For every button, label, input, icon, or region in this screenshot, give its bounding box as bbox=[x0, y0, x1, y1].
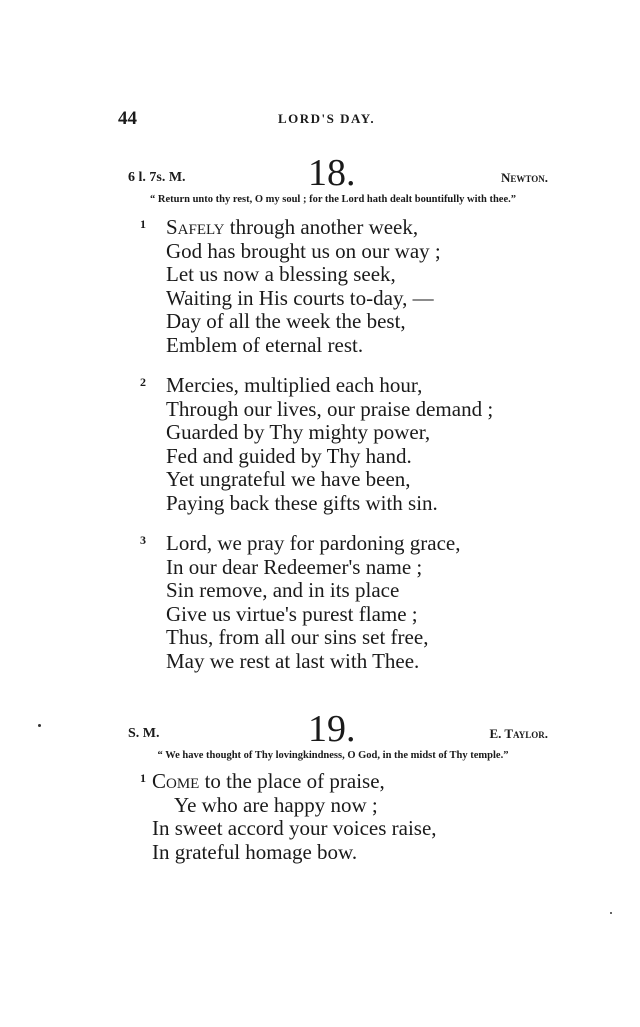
stanza-2 bbox=[140, 374, 548, 515]
verse-line: Guarded by Thy mighty power, bbox=[166, 420, 431, 444]
verse-line: Waiting in His courts to-day, — bbox=[166, 285, 434, 310]
hymn-author: Newton. bbox=[501, 170, 548, 185]
verse-line: Fed and guided by Thy hand. bbox=[166, 443, 412, 468]
stanza-number: 2 bbox=[140, 375, 146, 389]
verse-line: Yet ungrateful we have been, bbox=[166, 467, 411, 491]
hymn-number: 18. bbox=[308, 152, 356, 194]
stanza-number: 1 bbox=[140, 771, 146, 785]
ink-speck bbox=[610, 912, 612, 914]
hymn-heading bbox=[118, 706, 548, 750]
hymn-heading bbox=[118, 150, 548, 194]
verse-line: Ye who are happy now ; bbox=[174, 792, 378, 817]
hymn-number: 19. bbox=[308, 708, 356, 750]
hymn-18 bbox=[118, 150, 548, 673]
page-number: 44 bbox=[118, 108, 137, 129]
verse-first-word: Come bbox=[152, 769, 200, 793]
verse-line: God has brought us on our way ; bbox=[166, 238, 441, 263]
verse-line bbox=[140, 216, 548, 240]
verse-line: In grateful homage bow. bbox=[152, 839, 358, 864]
hymn-meter: 6 l. 7s. M. bbox=[128, 170, 186, 185]
hymn-epigraph: “ We have thought of Thy lovingkindness, O God, in the midst of Thy temple.” bbox=[157, 750, 509, 761]
stanza-number: 1 bbox=[140, 217, 146, 231]
verse-line: Sin remove, and in its place bbox=[166, 578, 400, 602]
verse-line: Mercies, multiplied each hour, bbox=[166, 373, 423, 397]
verse-line: In sweet accord your voices raise, bbox=[152, 816, 437, 840]
hymn-author: E. Taylor. bbox=[489, 726, 548, 741]
page-header-title: LORD'S DAY. bbox=[278, 111, 376, 126]
verse-line: May we rest at last with Thee. bbox=[166, 648, 420, 673]
stanza-1 bbox=[140, 216, 548, 357]
verse-first-word: Safely bbox=[166, 215, 225, 239]
verse-line: Thus, from all our sins set free, bbox=[166, 625, 429, 649]
verse-line-rest: to the place of praise, bbox=[199, 769, 385, 793]
stanza-1 bbox=[140, 770, 548, 864]
verse-line: Emblem of eternal rest. bbox=[166, 332, 364, 357]
verse-line: In our dear Redeemer's name ; bbox=[166, 554, 423, 579]
verse-line: Let us now a blessing seek, bbox=[166, 262, 396, 286]
verse-line: Lord, we pray for pardoning grace, bbox=[166, 531, 461, 555]
verse-line bbox=[140, 770, 548, 794]
verse-line: Through our lives, our praise demand ; bbox=[166, 396, 494, 421]
verse-line: Paying back these gifts with sin. bbox=[166, 490, 438, 515]
ink-speck bbox=[38, 724, 41, 727]
hymn-epigraph: “ Return unto thy rest, O my soul ; for the Lord hath dealt bountifully with thee.” bbox=[150, 194, 516, 205]
verse-line-rest: through another week, bbox=[224, 215, 419, 239]
hymn-meter: S. M. bbox=[128, 726, 160, 741]
running-head bbox=[118, 108, 538, 128]
verse-line: Give us virtue's purest flame ; bbox=[166, 601, 418, 626]
stanza-3 bbox=[140, 532, 548, 673]
verse-line: Day of all the week the best, bbox=[166, 309, 406, 333]
hymn-19 bbox=[118, 706, 548, 864]
stanza-number: 3 bbox=[140, 533, 146, 547]
